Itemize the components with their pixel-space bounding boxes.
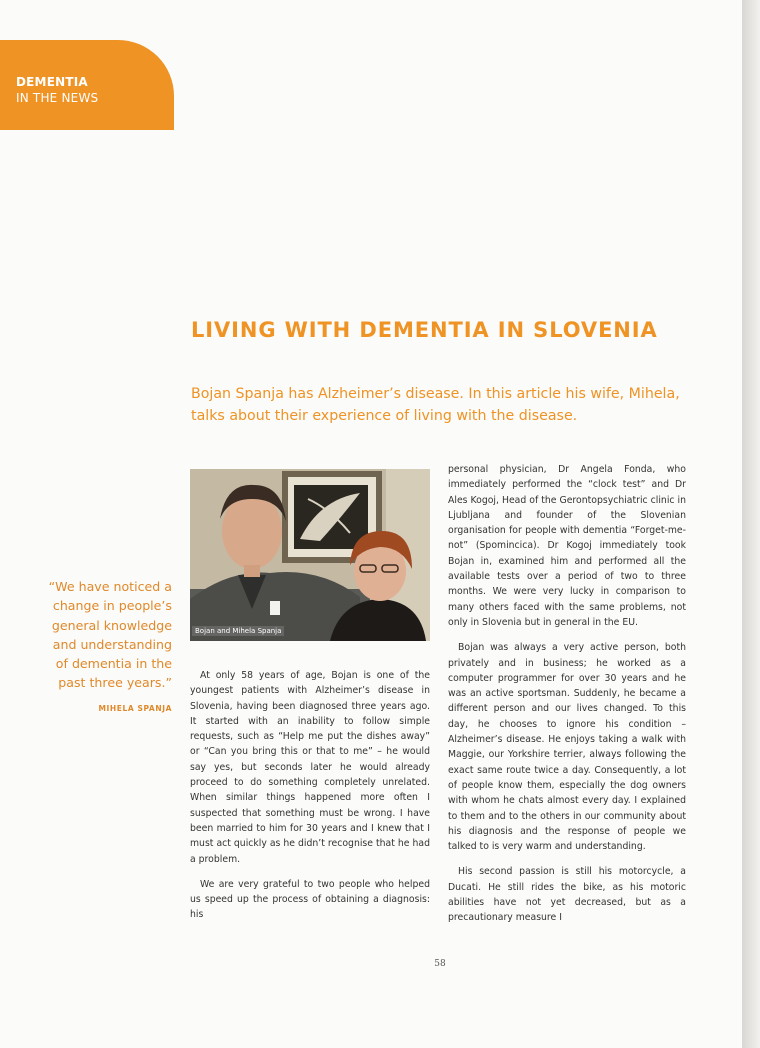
page-number: 58 <box>434 959 446 969</box>
article-photo <box>190 469 430 641</box>
photo-illustration <box>190 469 430 641</box>
paragraph: Bojan was always a very active person, both privately and in business; he worked as a computer programmer for over 30 years and he was an active sportsman. Suddenly, he became a different person and our lives changed. To this day, he chooses to ignore his condition – Alzheimer’s disease. He enjoys taking a walk with Maggie, our Yorkshire terrier, always following the exact same route twice a day. Consequently, a lot of people know them, especially the dog owners with whom he chats almost every day. I explained to them and to the others in our community about his diagnosis and the response of people we talked to is very warm and understanding. <box>448 642 686 853</box>
article-subtitle: Bojan Spanja has Alzheimer’s disease. In this article his wife, Mihela, talks about their experience of living with the disease. <box>191 386 680 424</box>
section-tab-line2: IN THE NEWS <box>16 91 99 105</box>
photo-caption: Bojan and Mihela Spanja <box>192 626 284 636</box>
section-tab-line1: DEMENTIA <box>16 75 88 89</box>
quote-author: MIHELA SPANJA <box>98 704 172 713</box>
page-edge <box>742 0 760 1048</box>
paragraph: His second passion is still his motorcycle, a Ducati. He still rides the bike, as his motoric abilities have not yet decreased, but as a precautionary measure I <box>448 866 686 924</box>
paragraph: We are very grateful to two people who helped us speed up the process of obtaining a diagnosis: his <box>190 878 430 921</box>
pull-quote: “We have noticed a change in people’s general knowledge and understanding of dementia in the past three years.” <box>48 579 172 691</box>
right-column <box>448 462 686 936</box>
section-tab <box>0 40 174 130</box>
paragraph: At only 58 years of age, Bojan is one of the youngest patients with Alzheimer’s disease in Slovenia, having been diagnosed three years ago. It started with an inability to follow simple requests, such as “Help me put the dishes away” or “Can you bring this or that to me” – he would say yes, but seconds later he would already proceed to do something completely unrelated. When similar things happened more often I suspected that something must be wrong. I have been married to him for 30 years and I knew that I must act quickly as he didn’t recognise that he had a problem. <box>190 670 430 865</box>
left-column <box>190 668 430 933</box>
article-title: LIVING WITH DEMENTIA IN SLOVENIA <box>191 318 658 342</box>
paragraph: personal physician, Dr Angela Fonda, who immediately performed the “clock test” and Dr Ales Kogoj, Head of the Gerontopsychiatric clinic in Ljubljana and founder of the Slovenian organisation for people with dementia “Forget-me-not” (Spomincica). Dr Kogoj immediately took Bojan in, examined him and performed all the available tests over a period of two to three months. We were very lucky in comparison to many others faced with the same problems, not only in Slovenia but in general in the EU. <box>448 464 686 628</box>
